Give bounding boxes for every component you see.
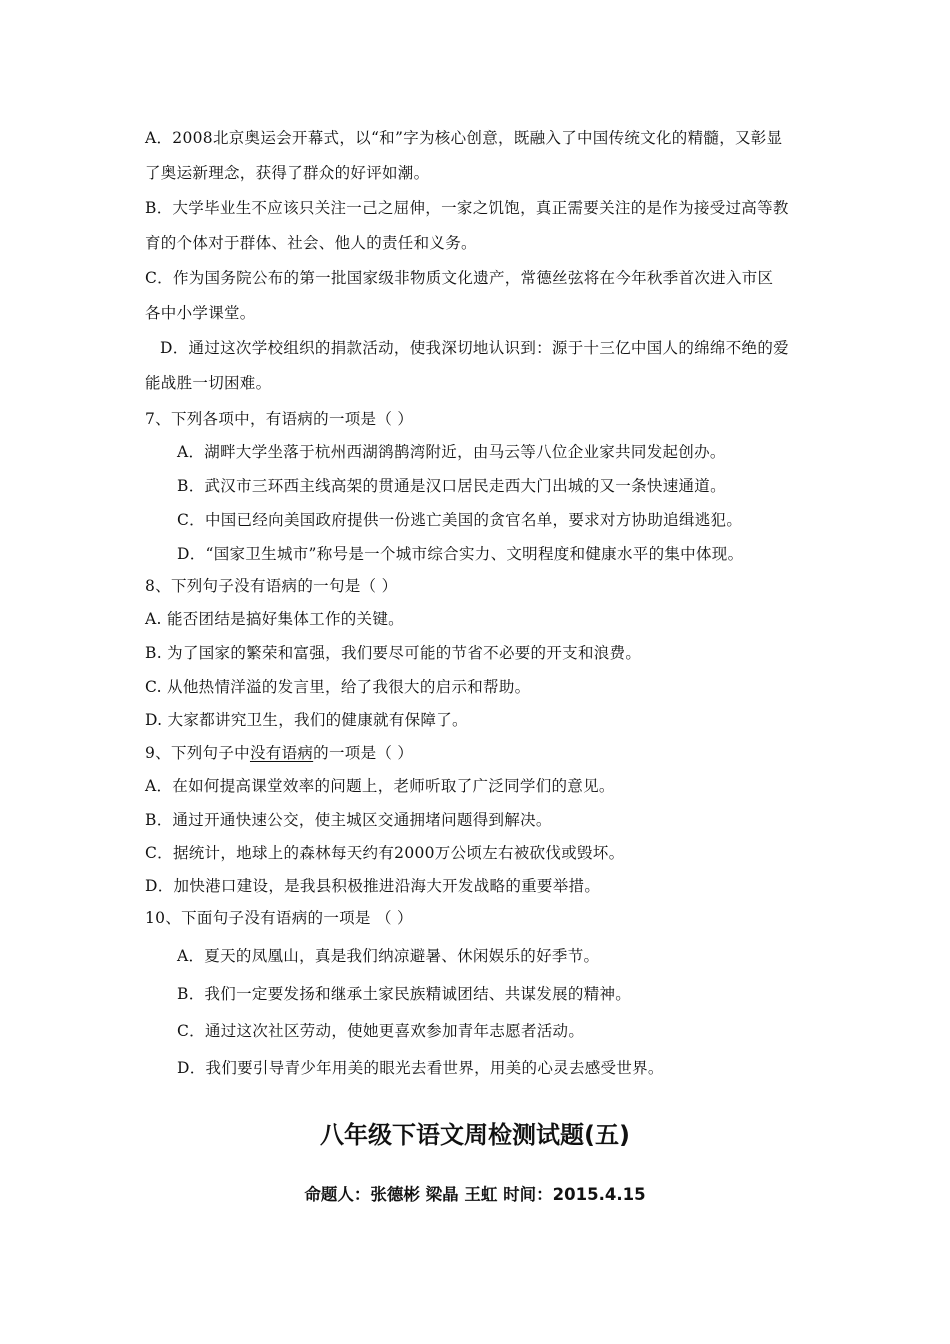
q9-option-a: A．在如何提高课堂效率的问题上，老师听取了广泛同学们的意见。 [145, 777, 615, 795]
q8-option-a: A. 能否团结是搞好集体工作的关键。 [145, 610, 404, 628]
q6-option-d-line1: D．通过这次学校组织的捐款活动，使我深切地认识到：源于十三亿中国人的绵绵不绝的爱 [160, 339, 789, 357]
q8-stem: 8、下列句子没有语病的一句是（ ） [145, 577, 398, 595]
q7-option-c: C．中国已经向美国政府提供一份逃亡美国的贪官名单，要求对方协助追缉逃犯。 [177, 511, 743, 529]
q9-stem-prefix: 9、下列句子中 [145, 744, 250, 762]
q9-stem [145, 743, 413, 763]
q6-option-a-line2: 了奥运新理念，获得了群众的好评如潮。 [145, 164, 430, 182]
exam-title: 八年级下语文周检测试题(五) [320, 1121, 630, 1149]
q9-stem-underlined: 没有语病 [249, 744, 314, 762]
q9-option-d: D．加快港口建设，是我县积极推进沿海大开发战略的重要举措。 [145, 877, 601, 895]
q10-option-b: B．我们一定要发扬和继承土家民族精诚团结、共谋发展的精神。 [177, 985, 632, 1003]
q10-option-d: D．我们要引导青少年用美的眼光去看世界，用美的心灵去感受世界。 [177, 1059, 664, 1077]
q10-option-c: C．通过这次社区劳动，使她更喜欢参加青年志愿者活动。 [177, 1022, 585, 1040]
q9-option-c: C．据统计，地球上的森林每天约有2000万公顷左右被砍伐或毁坏。 [145, 844, 625, 862]
q6-option-c-line1: C．作为国务院公布的第一批国家级非物质文化遗产，常德丝弦将在今年秋季首次进入市区 [145, 269, 774, 287]
q10-stem: 10、下面句子没有语病的一项是 （ ） [145, 909, 413, 927]
q10-option-a: A．夏天的凤凰山，真是我们纳凉避暑、休闲娱乐的好季节。 [177, 947, 600, 965]
q6-option-d-line2: 能战胜一切困难。 [145, 374, 272, 392]
q6-option-b-line2: 育的个体对于群体、社会、他人的责任和义务。 [145, 234, 477, 252]
q6-option-c-line2: 各中小学课堂。 [145, 304, 256, 322]
q8-option-d: D. 大家都讲究卫生，我们的健康就有保障了。 [145, 711, 468, 729]
q9-option-b: B．通过开通快速公交，使主城区交通拥堵问题得到解决。 [145, 811, 552, 829]
q8-option-b: B. 为了国家的繁荣和富强，我们要尽可能的节省不必要的开支和浪费。 [145, 644, 642, 662]
q6-option-a-line1: A．2008北京奥运会开幕式，以“和”字为核心创意，既融入了中国传统文化的精髓，又彰显 [145, 129, 783, 147]
q7-stem: 7、下列各项中，有语病的一项是（ ） [145, 410, 414, 428]
q9-stem-suffix: 的一项是（ ） [313, 744, 414, 762]
q7-option-b: B．武汉市三环西主线高架的贯通是汉口居民走西大门出城的又一条快速通道。 [177, 477, 726, 495]
q7-option-d: D．“国家卫生城市”称号是一个城市综合实力、文明程度和健康水平的集中体现。 [177, 545, 744, 563]
q8-option-c: C. 从他热情洋溢的发言里，给了我很大的启示和帮助。 [145, 678, 531, 696]
q6-option-b-line1: B．大学毕业生不应该只关注一己之屈伸，一家之饥饱，真正需要关注的是作为接受过高等教 [145, 199, 789, 217]
exam-author-date: 命题人：张德彬 梁晶 王虹 时间：2015.4.15 [304, 1185, 646, 1204]
q7-option-a: A．湖畔大学坐落于杭州西湖鹆鹊湾附近，由马云等八位企业家共同发起创办。 [177, 443, 726, 461]
